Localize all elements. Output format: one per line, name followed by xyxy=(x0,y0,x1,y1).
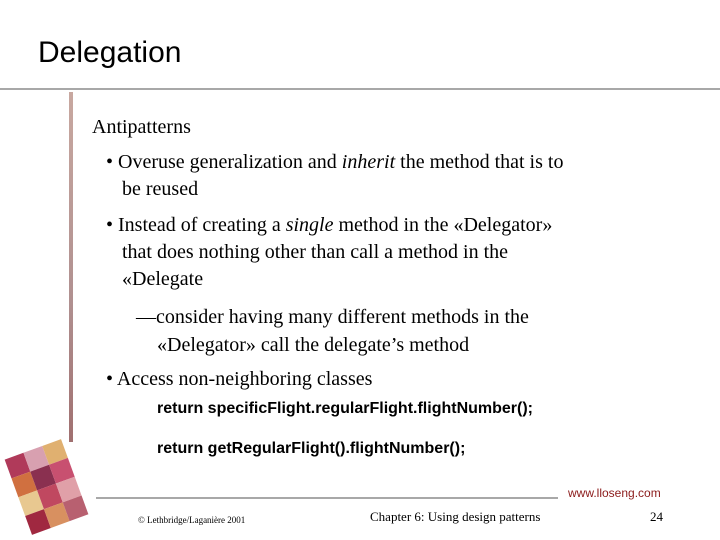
code-line-1: return specificFlight.regularFlight.flightNumber(); xyxy=(157,400,533,417)
bullet-1-line-2 xyxy=(122,178,198,201)
page-number: 24 xyxy=(650,509,663,524)
text-run: • Access non-neighboring classes xyxy=(106,368,373,390)
emphasis-run: inherit xyxy=(341,151,396,173)
emphasis-run: single xyxy=(285,214,334,236)
slide-title: Delegation xyxy=(38,36,182,69)
bullet-1-line-1 xyxy=(106,151,563,174)
vertical-accent-bar xyxy=(69,92,73,442)
text-run: • Instead of creating a xyxy=(106,214,286,236)
chapter-title: Chapter 6: Using design patterns xyxy=(370,509,541,524)
text-run: the method that is to xyxy=(395,151,564,173)
code-line-2: return getRegularFlight().flightNumber(); xyxy=(157,440,466,457)
text-run: —consider having many different methods in the xyxy=(136,306,529,328)
title-divider xyxy=(0,88,720,90)
website-link[interactable]: www.lloseng.com xyxy=(568,486,661,500)
bullet-2-line-2 xyxy=(122,241,508,264)
text-run: be reused xyxy=(122,178,199,200)
text-run: «Delegator» call the delegate’s method xyxy=(157,334,470,356)
bullet-2-line-1 xyxy=(106,214,552,237)
bullet-2-line-3 xyxy=(122,268,203,291)
quilt-logo xyxy=(2,432,96,538)
bullet-3-line-1 xyxy=(106,368,372,391)
text-run: that does nothing other than call a method in the xyxy=(122,241,509,263)
sub-bullet-line-2 xyxy=(157,334,469,357)
text-run: «Delegate xyxy=(122,268,204,290)
text-run: method in the «Delegator» xyxy=(333,214,553,236)
footer-divider xyxy=(96,497,558,499)
text-run: • Overuse generalization and xyxy=(106,151,342,173)
section-heading: Antipatterns xyxy=(92,116,191,138)
copyright-notice: © Lethbridge/Laganière 2001 xyxy=(138,515,246,525)
sub-bullet-line-1 xyxy=(136,306,529,329)
